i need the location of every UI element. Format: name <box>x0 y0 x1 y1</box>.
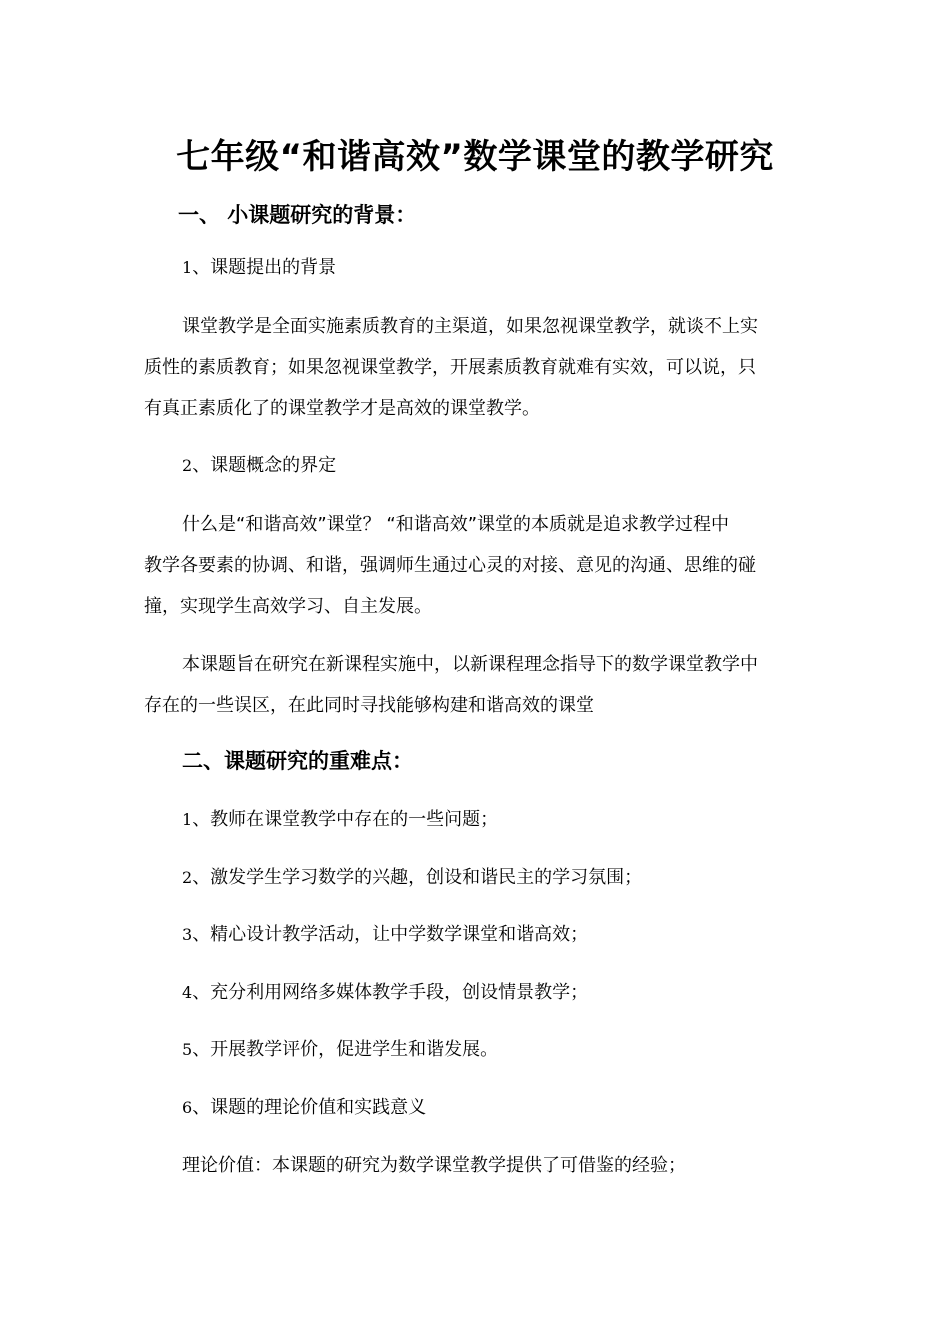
list-item-number: 3 <box>182 925 193 944</box>
document-title: 七年级“和谐高效”数学课堂的教学研究 <box>176 137 774 177</box>
paragraph-2-line-1: 什么是“和谐高效”课堂？ “和谐高效”课堂的本质就是追求教学过程中 <box>182 514 730 535</box>
subheading-2-text: 、课题概念的界定 <box>192 455 337 476</box>
section-1-heading: 一、 小课题研究的背景： <box>178 203 417 227</box>
list-item-text: 、充分利用网络多媒体教学手段，创设情景教学； <box>192 982 589 1003</box>
theory-value-paragraph: 理论价值：本课题的研究为数学课堂教学提供了可借鉴的经验； <box>182 1155 686 1176</box>
list-item <box>182 865 642 891</box>
list-item-text: 、激发学生学习数学的兴趣，创设和谐民主的学习氛围； <box>192 867 643 888</box>
list-item <box>182 922 588 948</box>
subheading-2-number: 2 <box>182 456 193 475</box>
list-item-number: 5 <box>182 1040 193 1059</box>
list-item-number: 4 <box>182 983 193 1002</box>
list-item-number: 6 <box>182 1098 193 1117</box>
list-item-text: 、开展教学评价，促进学生和谐发展。 <box>192 1039 499 1060</box>
paragraph-1-line-1: 课堂教学是全面实施素质教育的主渠道，如果忽视课堂教学，就谈不上实 <box>182 316 758 337</box>
list-item-text: 、精心设计教学活动，让中学数学课堂和谐高效； <box>192 924 589 945</box>
list-item-number: 1 <box>182 810 193 829</box>
list-item <box>182 1037 498 1063</box>
subheading-2 <box>182 453 336 479</box>
list-item-text: 、课题的理论价值和实践意义 <box>192 1097 427 1118</box>
paragraph-2-line-3: 撞，实现学生高效学习、自主发展。 <box>144 596 432 617</box>
list-item <box>182 807 498 833</box>
paragraph-1-line-3: 有真正素质化了的课堂教学才是高效的课堂教学。 <box>144 398 540 419</box>
list-item <box>182 1095 426 1121</box>
subheading-1 <box>182 255 336 281</box>
list-item <box>182 980 588 1006</box>
paragraph-3-line-1: 本课题旨在研究在新课程实施中，以新课程理念指导下的数学课堂教学中 <box>182 654 758 675</box>
subheading-1-number: 1 <box>182 258 193 277</box>
paragraph-1-line-2: 质性的素质教育；如果忽视课堂教学，开展素质教育就难有实效，可以说，只 <box>144 357 756 378</box>
section-2-heading: 二、课题研究的重难点： <box>182 749 413 773</box>
paragraph-2-line-2: 教学各要素的协调、和谐，强调师生通过心灵的对接、意见的沟通、思维的碰 <box>144 555 756 576</box>
list-item-number: 2 <box>182 868 193 887</box>
subheading-1-text: 、课题提出的背景 <box>192 257 337 278</box>
paragraph-3-line-2: 存在的一些误区，在此同时寻找能够构建和谐高效的课堂 <box>144 695 594 716</box>
list-item-text: 、教师在课堂教学中存在的一些问题； <box>192 809 499 830</box>
